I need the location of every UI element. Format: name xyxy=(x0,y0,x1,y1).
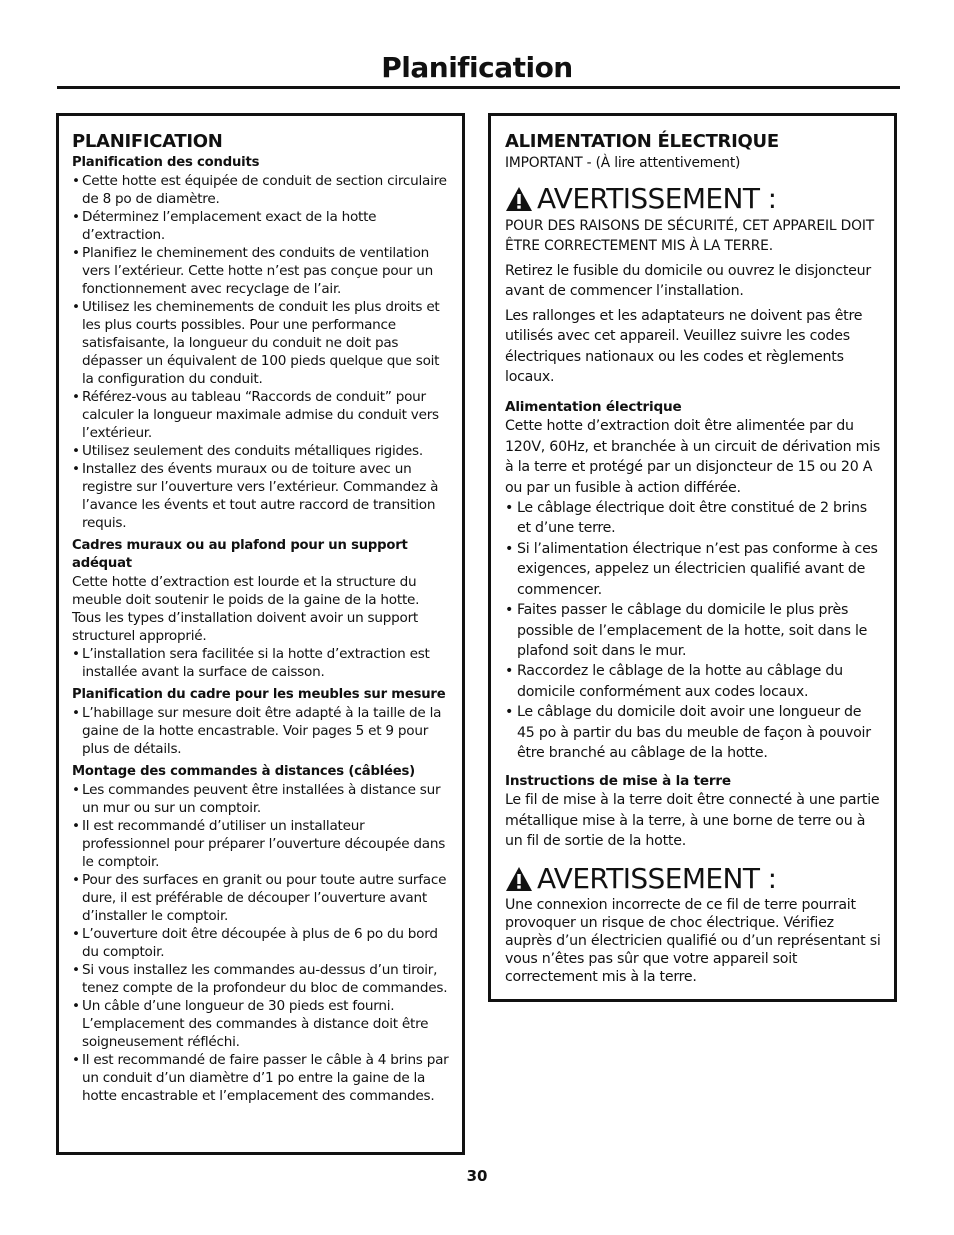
list-item: • Cette hotte est équipée de conduit de section circulaire de 8 po de diamètre. xyxy=(72,172,450,208)
list-item: • Il est recommandé d’utiliser un installateur professionnel pour préparer l’ouverture découpée dans le comptoir. xyxy=(72,817,450,871)
grounding-paragraph: Le fil de mise à la terre doit être connecté à une partie métallique mise à la terre, à une borne de terre ou à un fil de sortie de la hotte. xyxy=(505,792,880,850)
list-item: • Raccordez le câblage de la hotte au câblage du domicile conformément aux codes locaux. xyxy=(505,661,882,702)
warning-2-text: Une connexion incorrecte de ce fil de terre pourrait provoquer un risque de choc électrique. Vérifiez auprès d’un électricien qualifié ou d’un représentant si vous n’êtes pas sûr que votre appareil soit correctement mis à la terre. xyxy=(505,896,881,985)
list-item: • Déterminez l’emplacement exact de la hotte d’extraction. xyxy=(72,208,450,244)
list-item: • Utilisez les cheminements de conduit les plus droits et les plus courts possibles. Pour une performance satisfaisante, la longueur du conduit ne doit pas dépasser un équivalent de 100 pieds quelque que soit la configuration du conduit. xyxy=(72,298,450,388)
warning-triangle-icon xyxy=(505,186,533,212)
section-subhead: Montage des commandes à distances (câblées) xyxy=(72,764,416,779)
planification-box xyxy=(56,113,465,1155)
planification-heading: PLANIFICATION xyxy=(72,131,223,152)
list-item: • Il est recommandé de faire passer le câble à 4 brins par un conduit d’un diamètre d’1 po entre la gaine de la hotte encastrable et l’emplacement des commandes. xyxy=(72,1051,450,1105)
list-item: • Le câblage électrique doit être constitué de 2 brins et d’une terre. xyxy=(505,498,882,539)
section-subhead: Planification des conduits xyxy=(72,155,260,170)
page-title: Planification xyxy=(381,51,573,84)
section-subhead: Planification du cadre pour les meubles sur mesure xyxy=(72,687,446,702)
list-item: • Si vous installez les commandes au-dessus d’un tiroir, tenez compte de la profondeur du bloc de commandes. xyxy=(72,961,450,997)
list-item: • Le câblage du domicile doit avoir une longueur de 45 po à partir du bas du meuble de façon à pouvoir être branché au câblage de la hotte. xyxy=(505,702,882,763)
list-item: • Référez-vous au tableau “Raccords de conduit” pour calculer la longueur maximale admise du conduit vers l’extérieur. xyxy=(72,388,450,442)
warning-title-2 xyxy=(505,862,882,896)
alimentation-box xyxy=(488,113,897,1002)
section-subhead: Cadres muraux ou au plafond pour un support adéquat xyxy=(72,538,408,571)
section-paragraph: Cette hotte d’extraction est lourde et la structure du meuble doit soutenir le poids de la gaine de la hotte. Tous les types d’installation doivent avoir un support structurel approprié. xyxy=(72,574,420,644)
warning-paragraph-2: Les rallonges et les adaptateurs ne doivent pas être utilisés avec cet appareil. Veuillez suivre les codes électriques nationaux ou les codes et règlements locaux. xyxy=(505,307,863,386)
list-item: • Pour des surfaces en granit ou pour toute autre surface dure, il est préférable de découper l’ouverture avant d’installer le comptoir. xyxy=(72,871,450,925)
power-paragraph: Cette hotte d’extraction doit être alimentée par du 120V, 60Hz, et branchée à un circuit de dérivation mis à la terre et protégé par un disjoncteur de 15 ou 20 A ou par un fusible à action différée. xyxy=(505,418,881,496)
page-number: 30 xyxy=(466,1167,488,1185)
warning-triangle-icon xyxy=(505,866,533,892)
list-item: • Si l’alimentation électrique n’est pas conforme à ces exigences, appelez un électricien qualifié avant de commencer. xyxy=(505,539,882,600)
bullet-list xyxy=(72,645,450,681)
power-bullet-list xyxy=(505,498,882,763)
list-item: • Utilisez seulement des conduits métalliques rigides. xyxy=(72,442,450,460)
list-item: • L’ouverture doit être découpée à plus de 6 po du bord du comptoir. xyxy=(72,925,450,961)
bullet-list xyxy=(72,704,450,758)
power-subhead: Alimentation électrique xyxy=(505,399,682,416)
warning-paragraph-1: Retirez le fusible du domicile ou ouvrez le disjoncteur avant de commencer l’installation. xyxy=(505,263,871,300)
bullet-list xyxy=(72,781,450,1105)
planification-sections xyxy=(72,154,450,1105)
list-item: • Planifiez le cheminement des conduits de ventilation vers l’extérieur. Cette hotte n’est pas conçue pour un fonctionnement avec recyclage de l’air. xyxy=(72,244,450,298)
grounding-subhead: Instructions de mise à la terre xyxy=(505,773,731,790)
warning-title-text-2: AVERTISSEMENT : xyxy=(537,861,777,895)
title-rule xyxy=(57,86,900,89)
bullet-list xyxy=(72,172,450,532)
list-item: • Installez des évents muraux ou de toiture avec un registre sur l’ouverture vers l’extérieur. Commandez à l’avance les évents et tout autre raccord de transition requis. xyxy=(72,460,450,532)
important-note: IMPORTANT - (À lire attentivement) xyxy=(505,155,741,171)
list-item: • Les commandes peuvent être installées à distance sur un mur ou sur un comptoir. xyxy=(72,781,450,817)
warning-title-text-1: AVERTISSEMENT : xyxy=(537,182,777,215)
warning-caps: POUR DES RAISONS DE SÉCURITÉ, CET APPAREIL DOIT ÊTRE CORRECTEMENT MIS À LA TERRE. xyxy=(505,218,875,254)
list-item: • L’installation sera facilitée si la hotte d’extraction est installée avant la surface de caisson. xyxy=(72,645,450,681)
list-item: • Un câble d’une longueur de 30 pieds est fourni. L’emplacement des commandes à distance doit être soigneusement réfléchi. xyxy=(72,997,450,1051)
list-item: • L’habillage sur mesure doit être adapté à la taille de la gaine de la hotte encastrable. Voir pages 5 et 9 pour plus de détails. xyxy=(72,704,450,758)
list-item: • Faites passer le câblage du domicile le plus près possible de l’emplacement de la hotte, soit dans le plafond soit dans le mur. xyxy=(505,600,882,661)
warning-title-1 xyxy=(505,182,882,216)
alimentation-heading: ALIMENTATION ÉLECTRIQUE xyxy=(505,131,779,152)
